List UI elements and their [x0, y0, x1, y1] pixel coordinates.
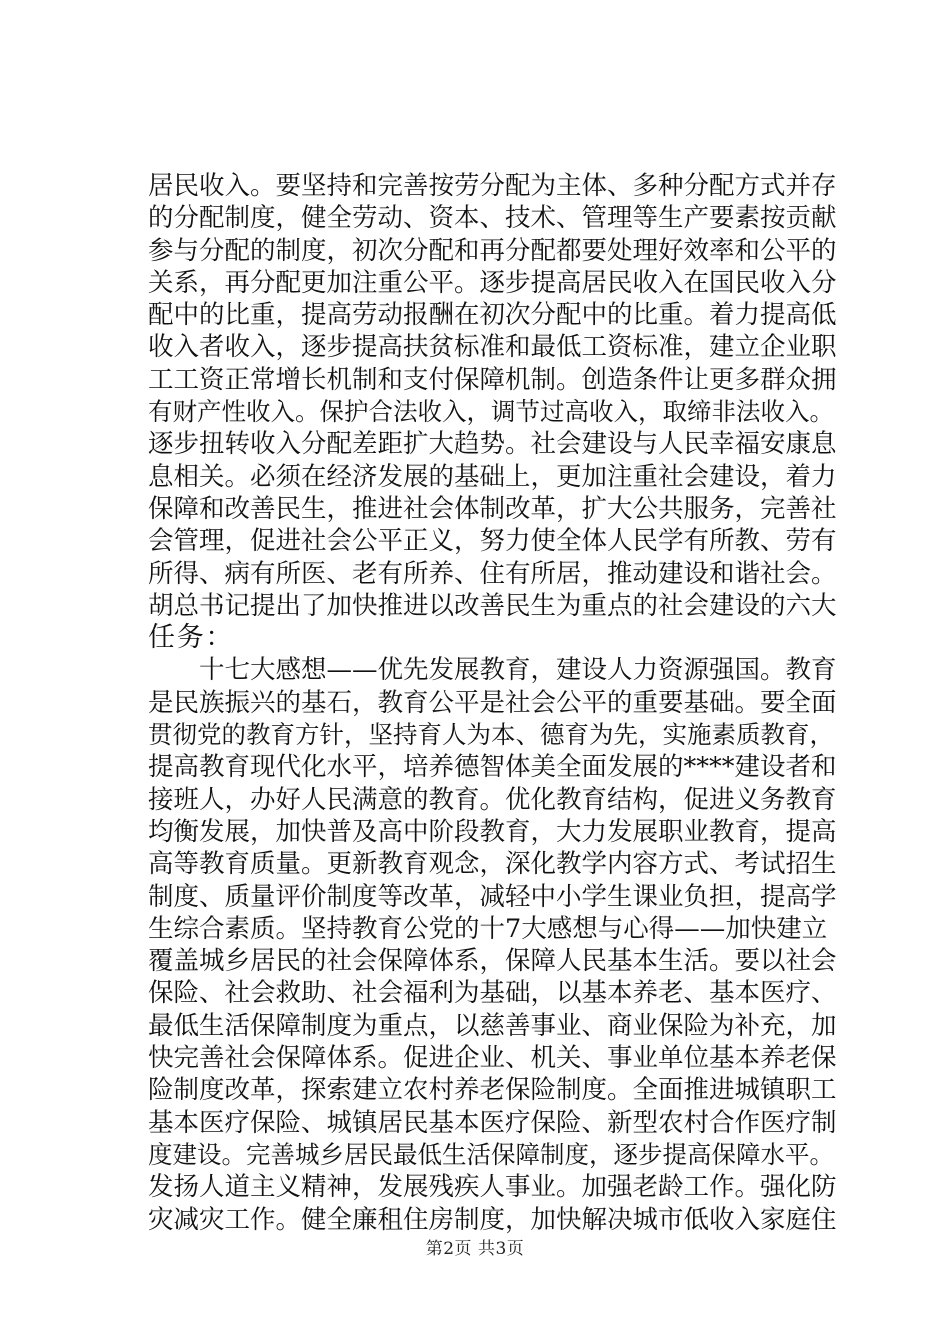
- text-line: 高等教育质量。更新教育观念，深化教学内容方式、考试招生: [148, 849, 837, 880]
- text-line: 胡总书记提出了加快推进以改善民生为重点的社会建设的六大: [148, 590, 837, 621]
- text-line: 度建设。完善城乡居民最低生活保障制度，逐步提高保障水平。: [148, 1139, 834, 1169]
- text-line: 十七大感想——优先发展教育，建设人力资源强国。教育: [148, 655, 837, 686]
- text-line: 配中的比重，提高劳动报酬在初次分配中的比重。着力提高低: [148, 300, 837, 331]
- text-line: 工工资正常增长机制和支付保障机制。创造条件让更多群众拥: [148, 364, 837, 395]
- text-line: 覆盖城乡居民的社会保障体系，保障人民基本生活。要以社会: [148, 946, 837, 977]
- text-line: 贯彻党的教育方针，坚持育人为本、德育为先，实施素质教育，: [148, 720, 834, 750]
- text-line: 参与分配的制度，初次分配和再分配都要处理好效率和公平的: [148, 235, 837, 266]
- text-line: 任务：: [148, 622, 235, 654]
- text-line: 灾减灾工作。健全廉租住房制度，加快解决城市低收入家庭住: [148, 1204, 837, 1235]
- text-line: 会管理，促进社会公平正义，努力使全体人民学有所教、劳有: [148, 526, 837, 557]
- text-line: 有财产性收入。保护合法收入，调节过高收入，取缔非法收入。: [148, 397, 834, 427]
- text-line: 快完善社会保障体系。促进企业、机关、事业单位基本养老保: [148, 1043, 837, 1074]
- text-line: 居民收入。要坚持和完善按劳分配为主体、多种分配方式并存: [148, 171, 837, 201]
- text-line: 险制度改革，探索建立农村养老保险制度。全面推进城镇职工: [148, 1075, 837, 1106]
- text-line: 收入者收入，逐步提高扶贫标准和最低工资标准，建立企业职: [148, 332, 837, 363]
- text-line: 制度、质量评价制度等改革，减轻中小学生课业负担，提高学: [148, 881, 837, 912]
- text-line: 是民族振兴的基石，教育公平是社会公平的重要基础。要全面: [148, 687, 837, 718]
- text-line: 最低生活保障制度为重点，以慈善事业、商业保险为补充，加: [148, 1010, 837, 1041]
- text-line: 保障和改善民生，推进社会体制改革，扩大公共服务，完善社: [148, 493, 837, 524]
- text-line: 发扬人道主义精神，发展残疾人事业。加强老龄工作。强化防: [148, 1172, 837, 1203]
- text-line: 息相关。必须在经济发展的基础上，更加注重社会建设，着力: [148, 461, 837, 492]
- text-line: 接班人，办好人民满意的教育。优化教育结构，促进义务教育: [148, 784, 837, 815]
- page-footer: 第2页 共3页: [425, 1239, 525, 1259]
- text-line: 基本医疗保险、城镇居民基本医疗保险、新型农村合作医疗制: [148, 1107, 837, 1138]
- text-line: 保险、社会救助、社会福利为基础，以基本养老、基本医疗、: [148, 978, 837, 1009]
- text-line: 逐步扭转收入分配差距扩大趋势。社会建设与人民幸福安康息: [148, 429, 837, 460]
- text-line: 均衡发展，加快普及高中阶段教育，大力发展职业教育，提高: [148, 816, 837, 847]
- text-line: 所得、病有所医、老有所养、住有所居，推动建设和谐社会。: [148, 558, 837, 589]
- text-line: 提高教育现代化水平，培养德智体美全面发展的****建设者和: [148, 752, 837, 783]
- text-line: 的分配制度，健全劳动、资本、技术、管理等生产要素按贡献: [148, 203, 837, 234]
- text-line: 生综合素质。坚持教育公党的十7大感想与心得——加快建立: [148, 913, 828, 944]
- text-line: 关系，再分配更加注重公平。逐步提高居民收入在国民收入分: [148, 267, 837, 298]
- body-text: [148, 170, 837, 1236]
